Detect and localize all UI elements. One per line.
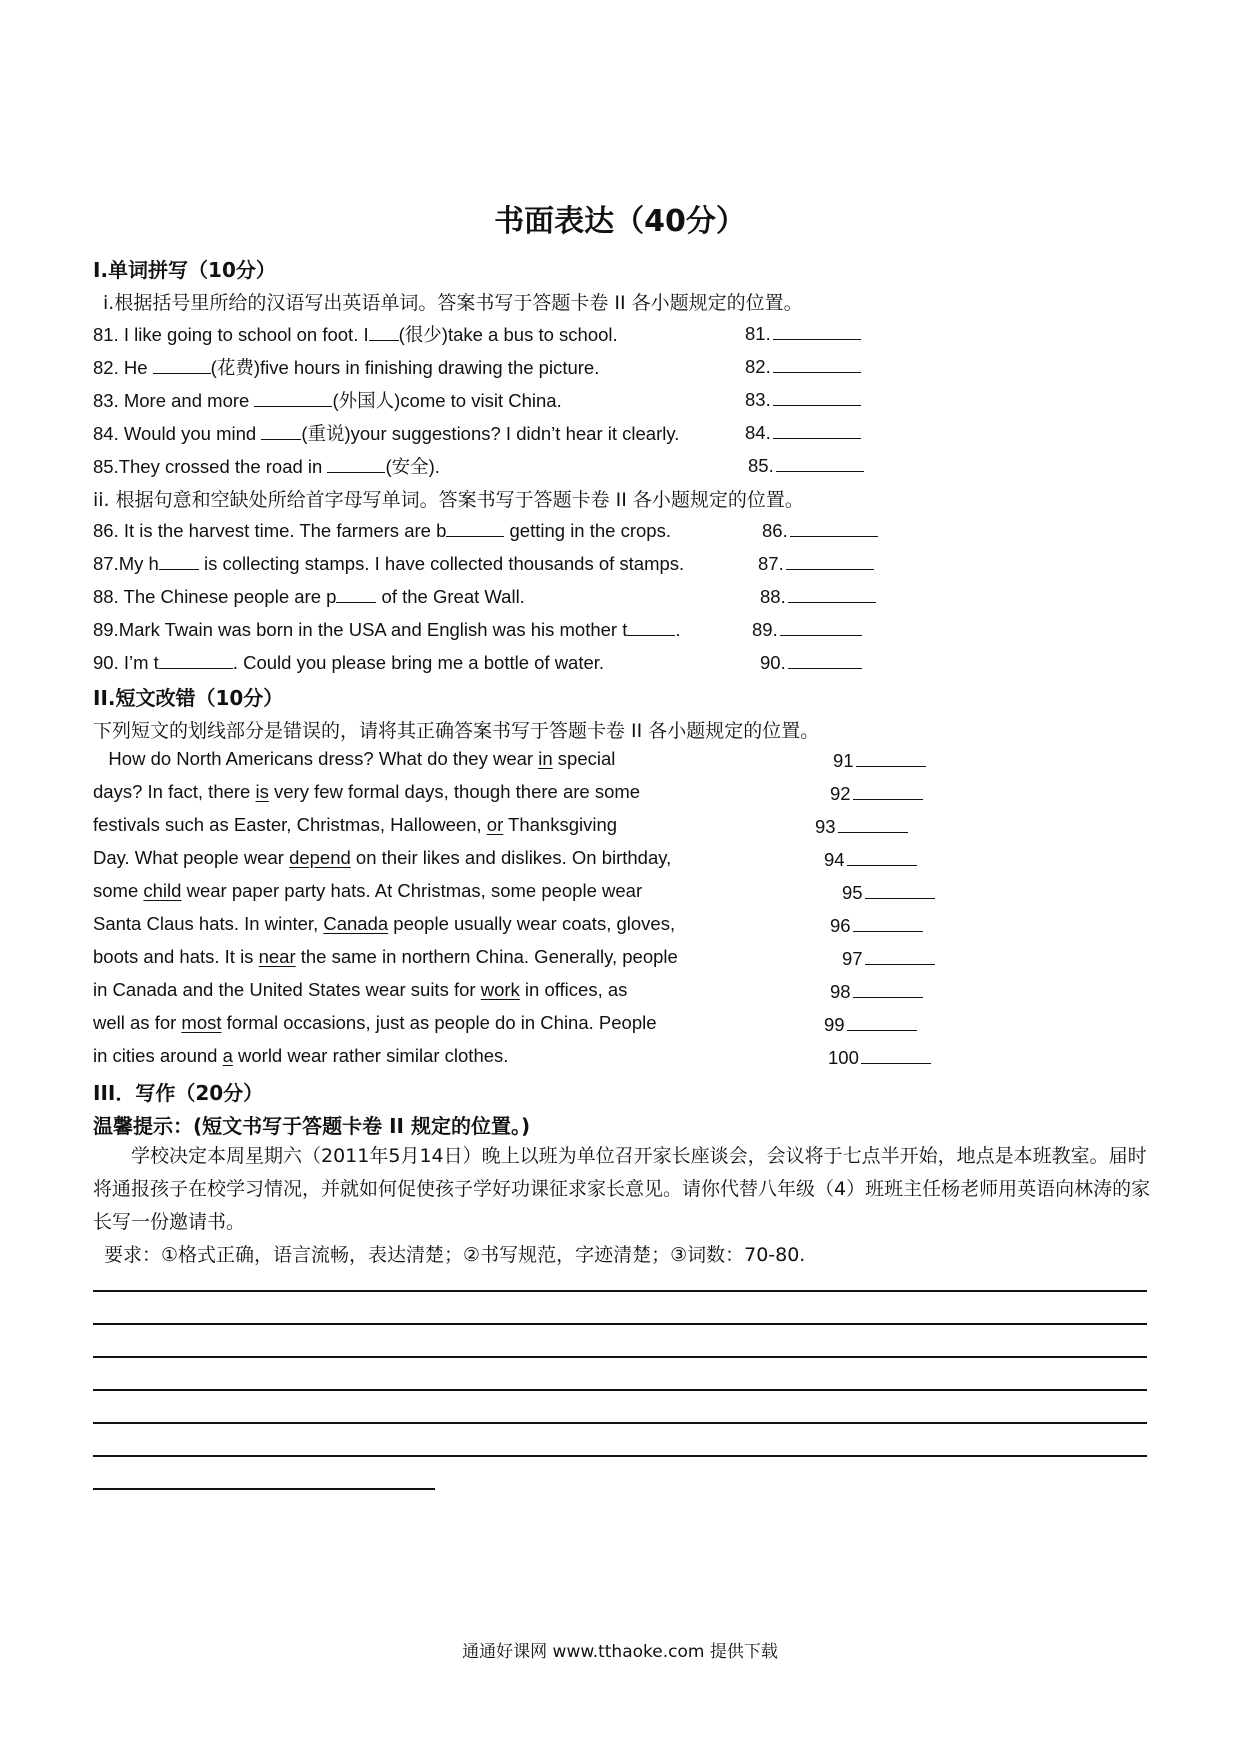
passage-line-98: in Canada and the United States wear suits for work in offices, as — [93, 979, 628, 1000]
blank — [261, 421, 301, 440]
section-1-part-ii-instruction: ii. 根据句意和空缺处所给首字母写单词。答案书写于答题卡卷 II 各小题规定的位置。 — [93, 489, 804, 511]
blank — [327, 454, 385, 473]
writing-line — [93, 1290, 1147, 1292]
section-1-heading: I.单词拼写（10分） — [93, 258, 276, 282]
answer-slot-92: 92 — [830, 781, 923, 805]
blank — [336, 584, 376, 603]
blank — [446, 518, 504, 537]
section-3-tip: 温馨提示：(短文书写于答题卡卷 II 规定的位置。) — [93, 1114, 531, 1138]
spelling-item-87: 87.My h is collecting stamps. I have collected thousands of stamps. — [93, 553, 685, 574]
answer-slot-82: 82. — [745, 354, 861, 378]
spelling-item-85: 85.They crossed the road in (安全). — [93, 456, 440, 477]
writing-line — [93, 1488, 435, 1490]
passage-line-100: in cities around a world wear rather similar clothes. — [93, 1045, 509, 1066]
section-2-instruction: 下列短文的划线部分是错误的，请将其正确答案书写于答题卡卷 II 各小题规定的位置。 — [93, 720, 820, 742]
section-2-heading: II.短文改错（10分） — [93, 686, 284, 710]
spelling-item-82: 82. He (花费)five hours in finishing drawing the picture. — [93, 357, 600, 378]
answer-slot-81: 81. — [745, 321, 861, 345]
spelling-item-89: 89.Mark Twain was born in the USA and English was his mother t . — [93, 619, 681, 640]
writing-line — [93, 1356, 1147, 1358]
answer-slot-98: 98 — [830, 979, 923, 1003]
passage-line-99: well as for most formal occasions, just as people do in China. People — [93, 1012, 657, 1033]
answer-slot-89: 89. — [752, 617, 862, 641]
page-footer: 通通好课网 www.tthaoke.com 提供下载 — [462, 1642, 778, 1662]
spelling-item-81: 81. I like going to school on foot. I (很少)take a bus to school. — [93, 324, 618, 345]
spelling-item-83: 83. More and more (外国人)come to visit China. — [93, 390, 562, 411]
blank — [153, 355, 211, 374]
blank — [254, 388, 332, 407]
writing-requirements: 要求：①格式正确，语言流畅，表达清楚；②书写规范，字迹清楚；③词数：70-80. — [104, 1244, 806, 1266]
passage-line-95: some child wear paper party hats. At Christmas, some people wear — [93, 880, 643, 901]
answer-slot-85: 85. — [748, 453, 864, 477]
passage-line-92: days? In fact, there is very few formal days, though there are some — [93, 781, 641, 802]
spelling-item-86: 86. It is the harvest time. The farmers are b getting in the crops. — [93, 520, 671, 541]
answer-slot-86: 86. — [762, 518, 878, 542]
passage-line-94: Day. What people wear depend on their likes and dislikes. On birthday, — [93, 847, 672, 868]
answer-slot-96: 96 — [830, 913, 923, 937]
writing-prompt-paragraph: 学校决定本周星期六（2011年5月14日）晚上以班为单位召开家长座谈会，会议将于七点半开始，地点是本班教室。届时将通报孩子在校学习情况，并就如何促使孩子学好功课征求家长意见。请你代替八年级（4）班班主任杨老师用英语向林涛的家长写一份邀请书。 — [93, 1145, 1151, 1233]
writing-line — [93, 1389, 1147, 1391]
section-3-heading: III．写作（20分） — [93, 1081, 264, 1105]
blank — [159, 551, 199, 570]
passage-line-93: festivals such as Easter, Christmas, Halloween, or Thanksgiving — [93, 814, 618, 835]
spelling-item-90: 90. I’m t . Could you please bring me a bottle of water. — [93, 652, 605, 673]
answer-slot-93: 93 — [815, 814, 908, 838]
answer-slot-97: 97 — [842, 946, 935, 970]
passage-line-97: boots and hats. It is near the same in northern China. Generally, people — [93, 946, 678, 967]
answer-slot-83: 83. — [745, 387, 861, 411]
answer-slot-99: 99 — [824, 1012, 917, 1036]
blank — [369, 322, 399, 341]
blank — [159, 650, 233, 669]
answer-slot-95: 95 — [842, 880, 935, 904]
answer-slot-91: 91 — [833, 748, 926, 772]
blank — [627, 617, 675, 636]
answer-slot-100: 100 — [828, 1045, 931, 1069]
passage-line-91: How do North Americans dress? What do they wear in special — [93, 748, 616, 769]
answer-slot-90: 90. — [760, 650, 862, 674]
answer-slot-87: 87. — [758, 551, 874, 575]
writing-line — [93, 1422, 1147, 1424]
spelling-item-88: 88. The Chinese people are p of the Great Wall. — [93, 586, 525, 607]
answer-slot-88: 88. — [760, 584, 876, 608]
answer-slot-84: 84. — [745, 420, 861, 444]
writing-line — [93, 1455, 1147, 1457]
spelling-item-84: 84. Would you mind (重说)your suggestions? I didn’t hear it clearly. — [93, 423, 680, 444]
page-title: 书面表达（40分） — [494, 204, 746, 239]
answer-slot-94: 94 — [824, 847, 917, 871]
passage-line-96: Santa Claus hats. In winter, Canada people usually wear coats, gloves, — [93, 913, 676, 934]
section-1-part-i-instruction: i.根据括号里所给的汉语写出英语单词。答案书写于答题卡卷 II 各小题规定的位置。 — [103, 292, 803, 314]
writing-line — [93, 1323, 1147, 1325]
